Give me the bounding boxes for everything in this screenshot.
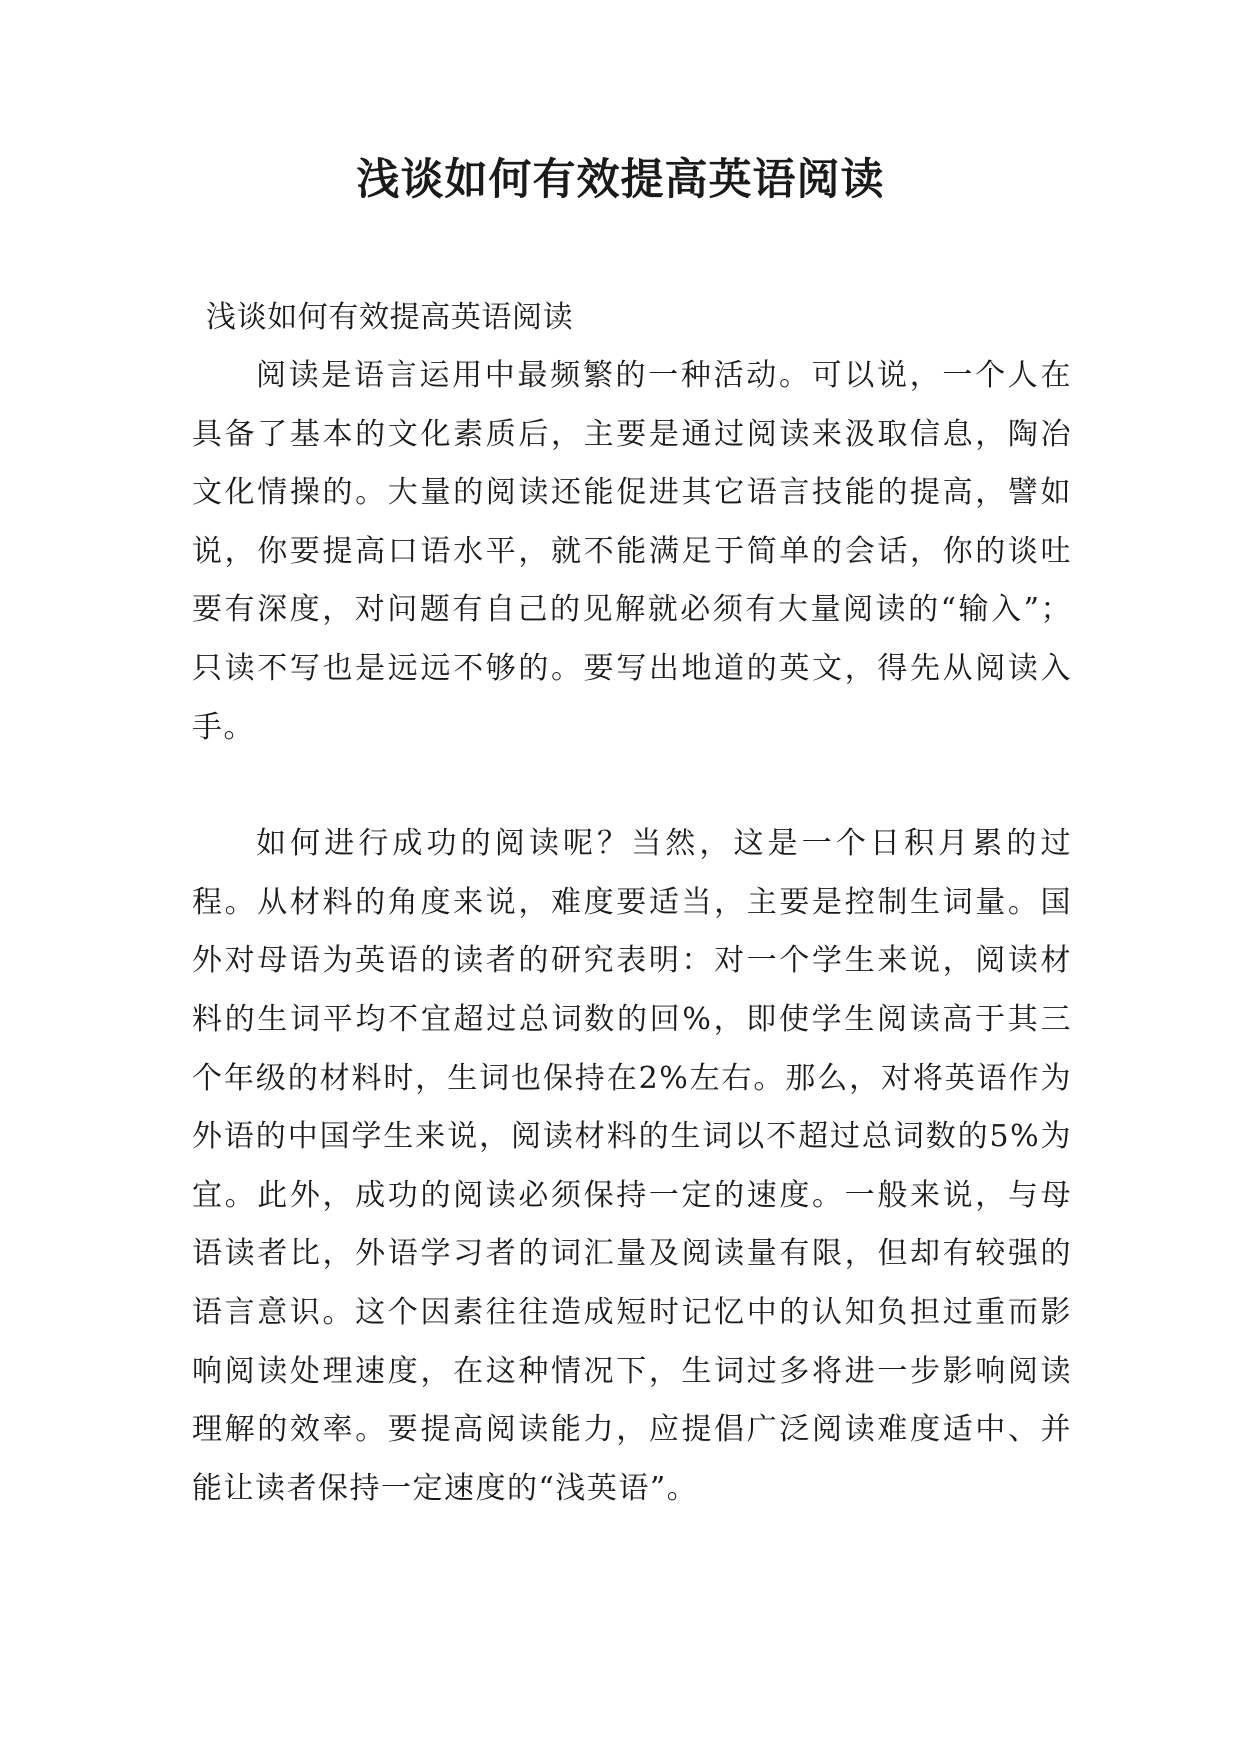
document-body [192,289,1072,1518]
document-subtitle: 浅谈如何有效提高英语阅读 [206,300,574,335]
paragraph-1: 阅读是语言运用中最频繁的一种活动。可以说，一个人在具备了基本的文化素质后，主要是通过阅读来汲取信息，陶冶文化情操的。大量的阅读还能促进其它语言技能的提高，譬如说，你要提高口语水平，就不能满足于简单的会话，你的谈吐要有深度，对问题有自己的见解就必须有大量阅读的“输入”；只读不写也是远远不够的。要写出地道的英文，得先从阅读入手。 [192,358,1072,745]
document-title: 浅谈如何有效提高英语阅读 [356,155,885,205]
paragraph-2: 如何进行成功的阅读呢？当然，这是一个日积月累的过程。从材料的角度来说，难度要适当，主要是控制生词量。国外对母语为英语的读者的研究表明：对一个学生来说，阅读材料的生词平均不宜超过总词数的回%，即使学生阅读高于其三个年级的材料时，生词也保持在2%左右。那么，对将英语作为外语的中国学生来说，阅读材料的生词以不超过总词数的5%为宜。此外，成功的阅读必须保持一定的速度。一般来说，与母语读者比，外语学习者的词汇量及阅读量有限，但却有较强的语言意识。这个因素往往造成短时记忆中的认知负担过重而影响阅读处理速度，在这种情况下，生词过多将进一步影响阅读理解的效率。要提高阅读能力，应提倡广泛阅读难度适中、并能让读者保持一定速度的“浅英语”。 [192,826,1072,1506]
